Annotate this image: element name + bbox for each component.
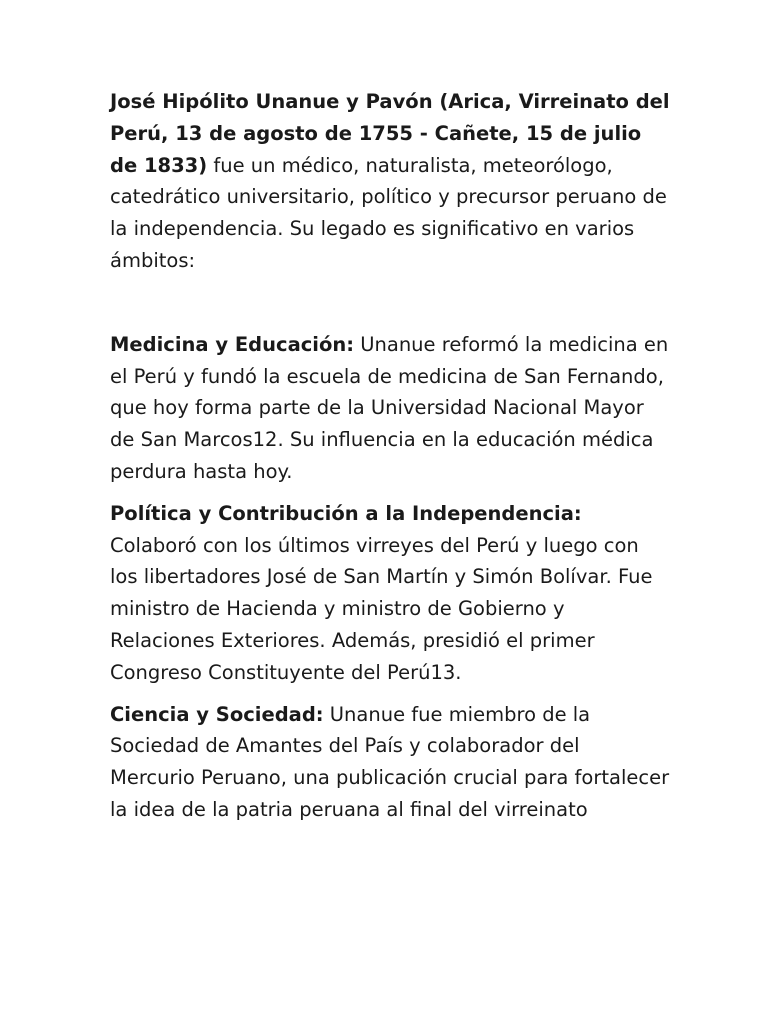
paragraph-spacer [110,689,670,699]
section-heading: Política y Contribución a la Independencia: [110,501,582,525]
intro-paragraph [110,86,670,277]
section-heading: Ciencia y Sociedad: [110,702,324,726]
section-text: Colaboró con los últimos virreyes del Perú y luego con los libertadores José de San Martín y Simón Bolívar. Fue ministro de Hacienda y ministro de Gobierno y Relaciones Exteriores. Además, presidió el primer Congreso Constituyente del Perú13. [110,533,653,684]
intro-bold-text: José Hipólito Unanue y Pavón (Arica, Virreinato del Perú, 13 de agosto de 1755 - Cañete, 15 de julio de 1833) [110,90,670,177]
section-medicina [110,329,670,488]
paragraph-spacer [110,277,670,329]
section-ciencia [110,699,670,826]
section-text: Unanue reformó la medicina en el Perú y fundó la escuela de medicina de San Fernando, que hoy forma parte de la Universidad Nacional Mayor de San Marcos12. Su influencia en la educación médica perdura hasta hoy. [110,332,669,483]
document-page [110,86,670,826]
intro-text: fue un médico, naturalista, meteorólogo, catedrático universitario, político y precursor peruano de la independencia. Su legado es significativo en varios ámbitos: [110,153,667,272]
section-heading: Medicina y Educación: [110,332,355,356]
section-politica [110,498,670,689]
section-text: Unanue fue miembro de la Sociedad de Amantes del País y colaborador del Mercurio Peruano, una publicación crucial para fortalecer la idea de la patria peruana al final del virreinato [110,702,670,821]
paragraph-spacer [110,488,670,498]
